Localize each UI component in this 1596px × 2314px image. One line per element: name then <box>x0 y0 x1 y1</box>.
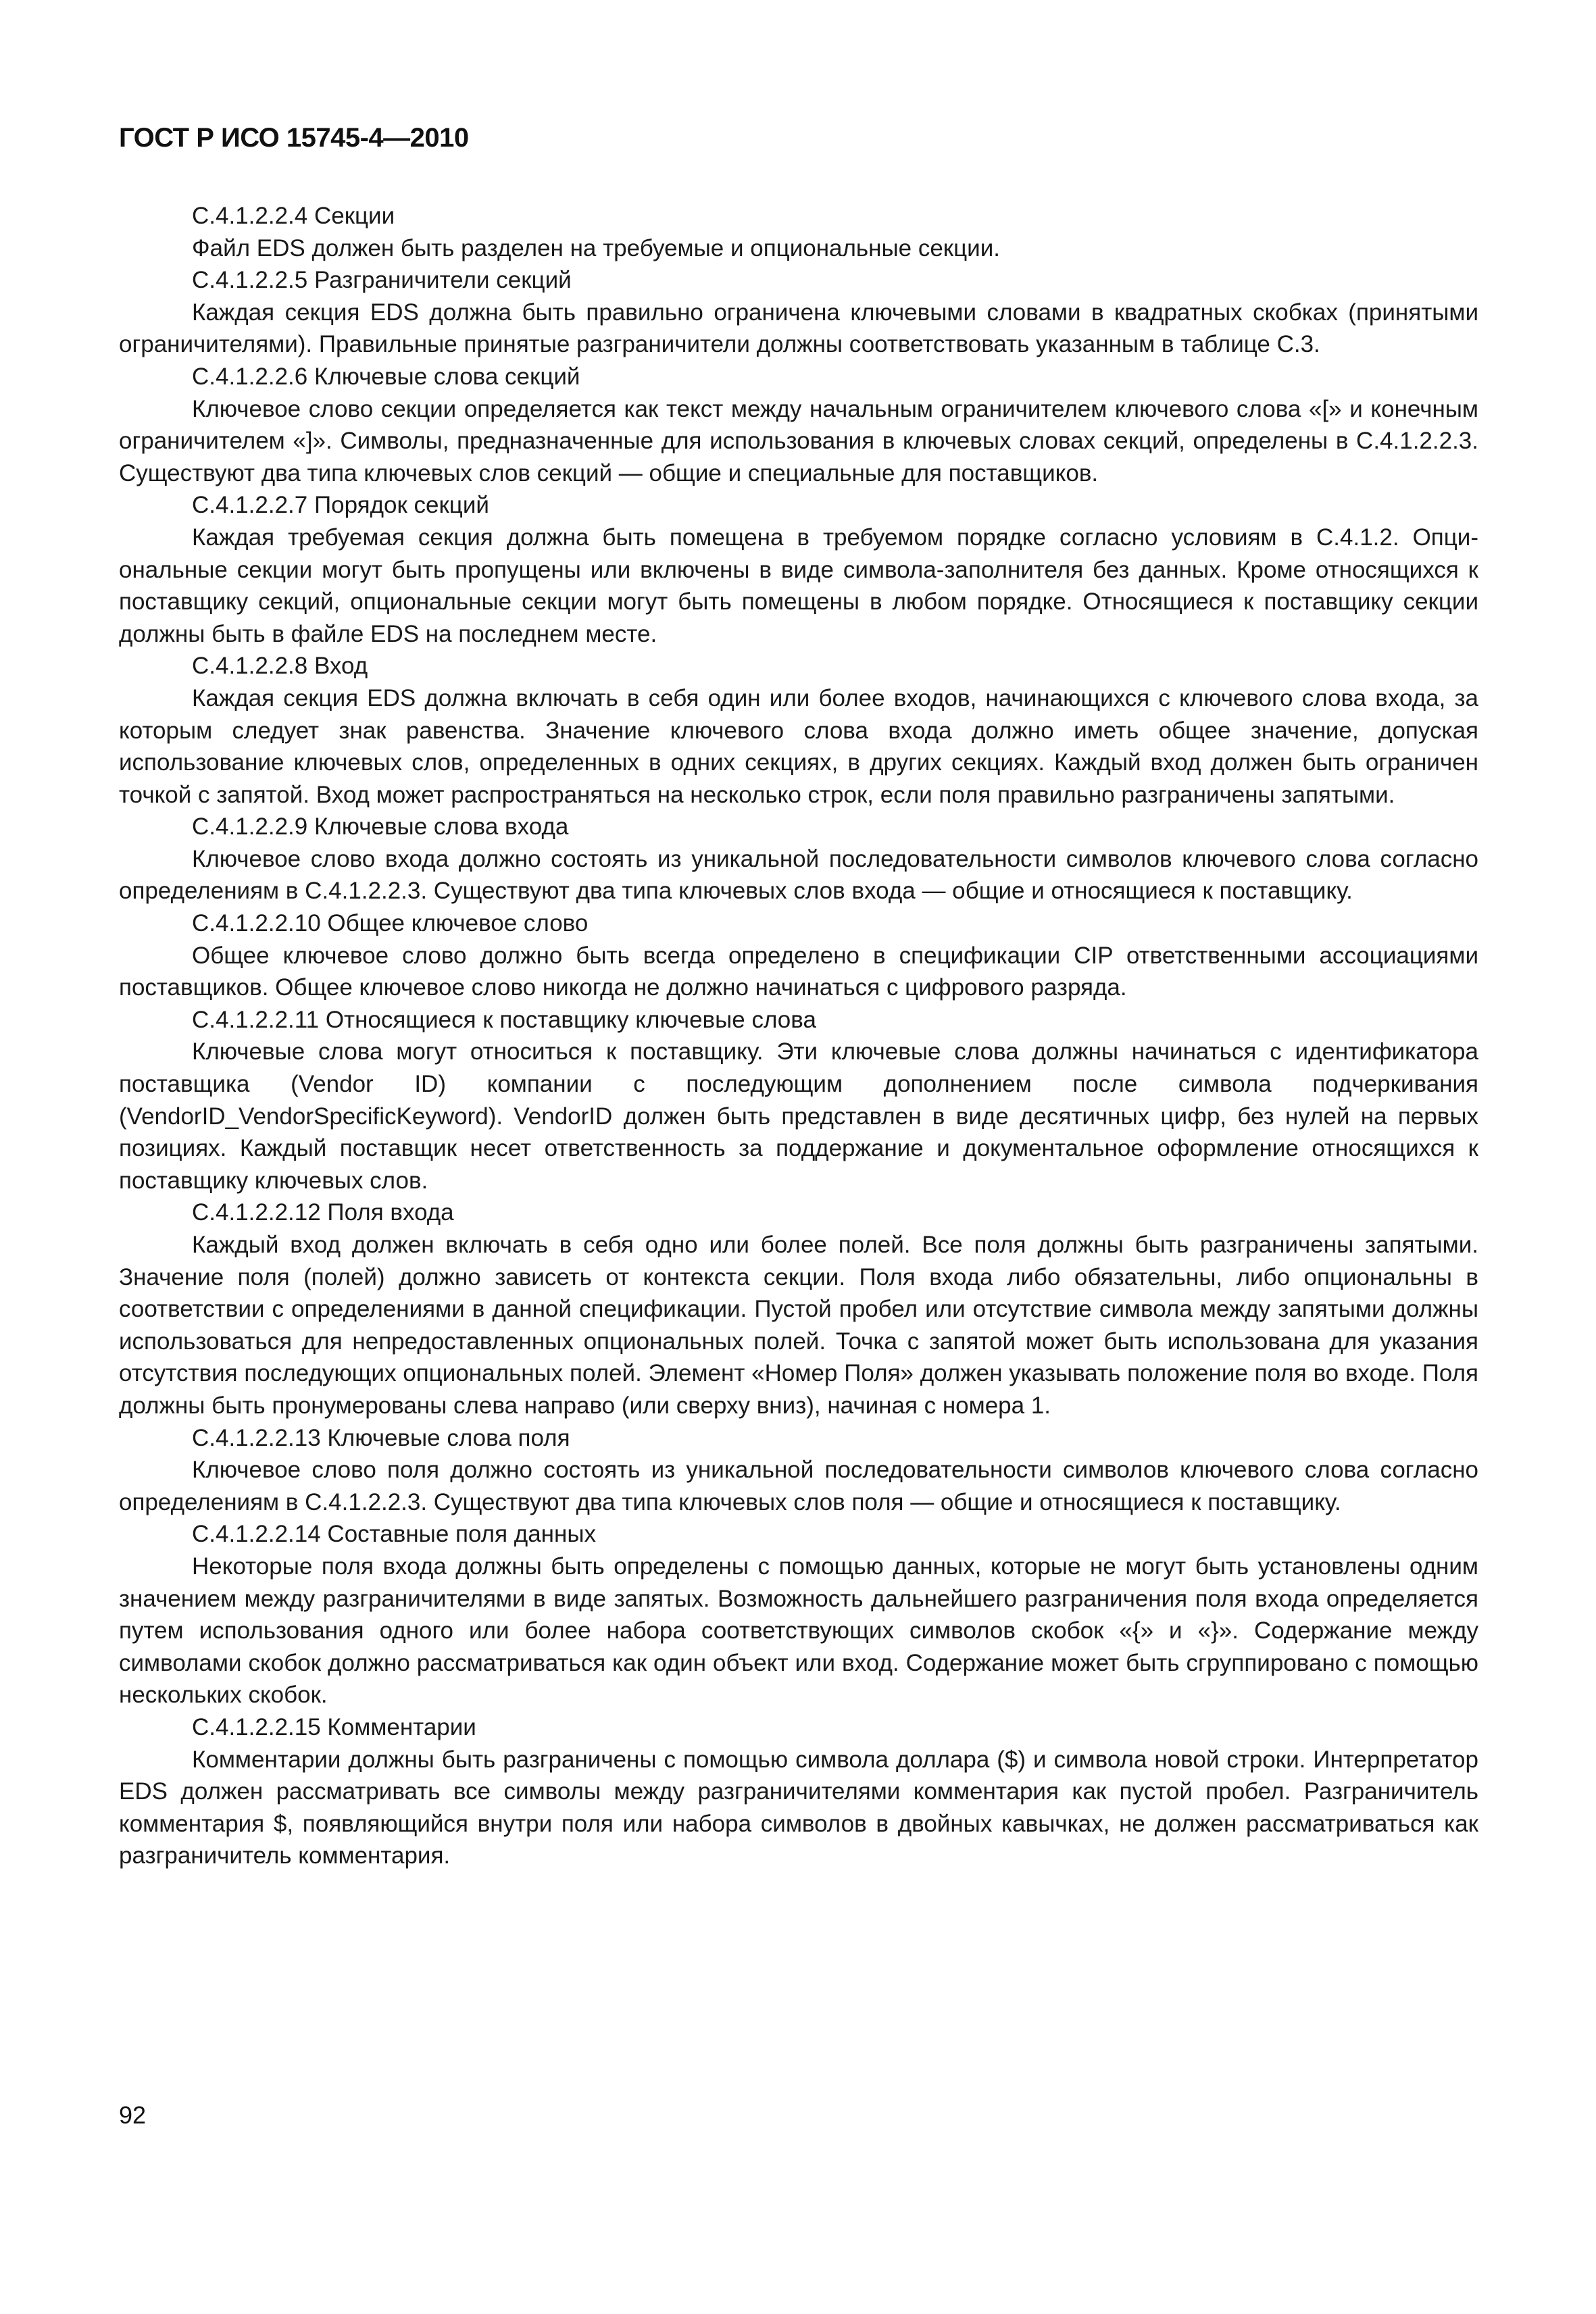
section-text-5: Каждая секция EDS должна быть правильно ограничена ключевыми словами в квадратных скобках (принятыми ограничителями). Правильные принятые разграничители должны соответствовать указанным в таблице C.3. <box>119 299 1478 358</box>
section-heading-4: C.4.1.2.2.4 Секции <box>192 203 395 229</box>
section-heading-15: C.4.1.2.2.15 Комментарии <box>192 1713 476 1740</box>
section-heading-13: C.4.1.2.2.13 Ключевые слова поля <box>192 1424 570 1451</box>
section-text-10: Общее ключевое слово должно быть всегда определено в спецификации CIP ответственными ассоциациями поставщиков. Общее ключевое слово никогда не должно начинаться с цифрового разряда. <box>119 942 1478 1001</box>
document-header: ГОСТ Р ИСО 15745-4—2010 <box>119 123 469 153</box>
section-text-11: Ключевые слова могут относиться к поставщику. Эти ключевые слова должны начинаться с идентификатора поставщика (Vendor ID) компании с последующим дополнением после символа подчеркивания (VendorID_VendorSpecificKeyword). VendorID должен быть представлен в виде десятичных цифр, без нулей на первых позициях. Каждый поставщик несет ответственность за поддержание и документальное оформление относящихся к поставщику ключевых слов. <box>119 1038 1478 1194</box>
section-text-13: Ключевое слово поля должно состоять из уникальной последовательности символов ключевого слова согласно определениям в C.4.1.2.2.3. Существуют два типа ключевых слов поля — общие и относящиеся к поставщику. <box>119 1457 1478 1515</box>
section-heading-14: C.4.1.2.2.14 Составные поля данных <box>192 1521 596 1548</box>
section-text-7: Каждая требуемая секция должна быть помещена в требуемом порядке согласно условиям в C.4.1.2. Опциональные секции могут быть пропущены или включены в виде символа-заполнителя без данных. Кроме относящихся к поставщику секций, опциональные секции могут быть помещены в любом порядке. Относящиеся к поставщику секции должны быть в файле EDS на последнем месте. <box>119 524 1478 647</box>
page-number: 92 <box>119 2101 147 2129</box>
section-heading-12: C.4.1.2.2.12 Поля входа <box>192 1199 454 1226</box>
section-text-6: Ключевое слово секции определяется как текст между начальным ограничителем ключевого слова «[» и конечным ограничителем «]». Символы, предназначенные для использования в ключевых словах секций, определены в C.4.1.2.2.3. Существуют два типа ключевых слов секций — общие и специальные для поставщиков. <box>119 395 1478 486</box>
document-body <box>119 200 1478 1872</box>
section-text-9: Ключевое слово входа должно состоять из уникальной последовательности символов ключевого слова согласно определениям в C.4.1.2.2.3. Существуют два типа ключевых слов входа — общие и относящиеся к поставщику. <box>119 845 1478 905</box>
section-heading-10: C.4.1.2.2.10 Общее ключевое слово <box>192 910 589 937</box>
section-heading-6: C.4.1.2.2.6 Ключевые слова секций <box>192 363 580 390</box>
section-text-15: Комментарии должны быть разграничены с помощью символа доллара ($) и символа новой строки. Интерпретатор EDS должен рассматривать все символы между разграничителями комментария как пустой пробел. Разграничитель комментария $, появляющийся внутри поля или набора символов в двойных кавычках, не должен рассматриваться как разграничитель комментария. <box>119 1746 1478 1869</box>
section-text-8: Каждая секция EDS должна включать в себя один или более входов, начинающихся с ключевого слова входа, за которым следует знак равенства. Значение ключевого слова входа должно иметь общее значение, допуская использование ключевых слов, определенных в одних секциях, в других секциях. Каждый вход должен быть ограничен точкой с запятой. Вход может распространяться на несколько строк, если поля правильно разграничены запятыми. <box>119 684 1478 808</box>
section-text-12: Каждый вход должен включать в себя одно или более полей. Все поля должны быть разграничены запятыми. Значение поля (полей) должно зависеть от контекста секции. Поля входа либо обязательны, либо опциональны в соответствии с определениями в данной спецификации. Пустой пробел или отсутствие символа между запятыми должны использоваться для непредоставленных опциональных полей. Точка с запятой может быть использована для указания отсутствия последующих опциональных полей. Элемент «Номер Поля» должен указывать положение поля во входе. Поля должны быть пронумерованы слева направо (или сверху вниз), начиная с номера 1. <box>119 1232 1478 1419</box>
section-heading-7: C.4.1.2.2.7 Порядок секций <box>192 492 489 519</box>
section-text-14: Некоторые поля входа должны быть определены с помощью данных, которые не могут быть установлены одним значением между разграничителями в виде запятых. Возможность дальнейшего разграничения поля входа определяется путем использования одного или более набора соответствующих символов скобок «{» и «}». Содержание между символами скобок должно рассматриваться как один объект или вход. Содержание может быть сгруппировано с помощью нескольких скобок. <box>119 1553 1478 1709</box>
section-heading-8: C.4.1.2.2.8 Вход <box>192 653 368 680</box>
section-heading-11: C.4.1.2.2.11 Относящиеся к поставщику ключевые слова <box>192 1006 816 1033</box>
section-heading-5: C.4.1.2.2.5 Разграничители секций <box>192 267 572 294</box>
section-text-4: Файл EDS должен быть разделен на требуемые и опциональные секции. <box>192 234 1000 261</box>
section-heading-9: C.4.1.2.2.9 Ключевые слова входа <box>192 813 569 840</box>
